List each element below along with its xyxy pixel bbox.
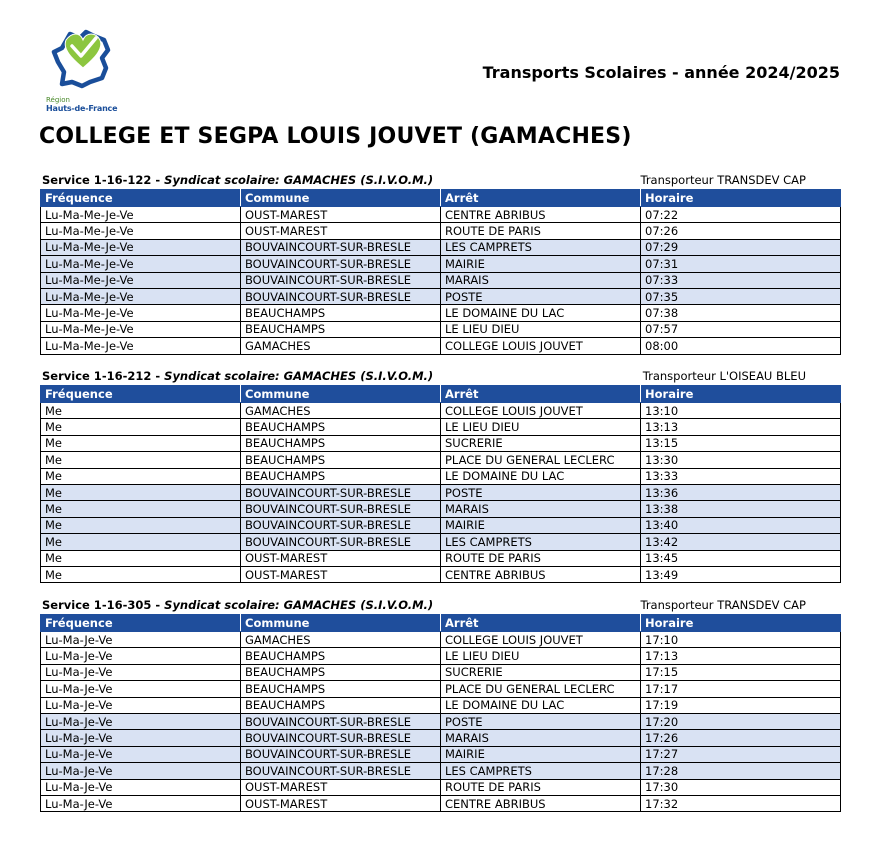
commune-cell: BEAUCHAMPS <box>241 648 441 664</box>
time-cell: 13:15 <box>641 435 841 451</box>
stop-cell: COLLEGE LOUIS JOUVET <box>441 632 641 648</box>
commune-cell: BOUVAINCOURT-SUR-BRESLE <box>241 713 441 729</box>
commune-cell: BEAUCHAMPS <box>241 452 441 468</box>
service-header <box>40 368 840 385</box>
frequency-cell: Lu-Ma-Je-Ve <box>41 795 241 811</box>
stop-cell: PLACE DU GENERAL LECLERC <box>441 681 641 697</box>
frequency-cell: Me <box>41 566 241 582</box>
table-row <box>41 419 841 435</box>
commune-cell: GAMACHES <box>241 403 441 419</box>
frequency-cell: Lu-Ma-Me-Je-Ve <box>41 272 241 288</box>
frequency-cell: Lu-Ma-Je-Ve <box>41 763 241 779</box>
frequency-cell: Me <box>41 468 241 484</box>
schedule-table <box>40 614 841 812</box>
column-header: Fréquence <box>41 386 241 403</box>
service-block <box>40 597 840 812</box>
time-cell: 17:30 <box>641 779 841 795</box>
table-row <box>41 517 841 533</box>
stop-cell: COLLEGE LOUIS JOUVET <box>441 403 641 419</box>
stop-cell: CENTRE ABRIBUS <box>441 566 641 582</box>
stop-cell: POSTE <box>441 713 641 729</box>
table-row <box>41 435 841 451</box>
commune-cell: OUST-MAREST <box>241 795 441 811</box>
time-cell: 13:36 <box>641 484 841 500</box>
frequency-cell: Me <box>41 403 241 419</box>
time-cell: 07:29 <box>641 239 841 255</box>
stop-cell: COLLEGE LOUIS JOUVET <box>441 338 641 354</box>
service-syndicat: Syndicat scolaire: GAMACHES (S.I.V.O.M.) <box>164 173 434 187</box>
frequency-cell: Lu-Ma-Me-Je-Ve <box>41 305 241 321</box>
column-header: Commune <box>241 386 441 403</box>
table-row <box>41 779 841 795</box>
column-header: Arrêt <box>441 386 641 403</box>
frequency-cell: Lu-Ma-Je-Ve <box>41 730 241 746</box>
commune-cell: OUST-MAREST <box>241 550 441 566</box>
time-cell: 17:13 <box>641 648 841 664</box>
column-header: Commune <box>241 615 441 632</box>
frequency-cell: Lu-Ma-Je-Ve <box>41 664 241 680</box>
frequency-cell: Lu-Ma-Je-Ve <box>41 697 241 713</box>
table-row <box>41 223 841 239</box>
table-row <box>41 288 841 304</box>
service-carrier: Transporteur TRANSDEV CAP <box>640 598 806 612</box>
time-cell: 17:15 <box>641 664 841 680</box>
time-cell: 13:33 <box>641 468 841 484</box>
table-row <box>41 763 841 779</box>
stop-cell: CENTRE ABRIBUS <box>441 207 641 223</box>
commune-cell: BEAUCHAMPS <box>241 664 441 680</box>
stop-cell: LE LIEU DIEU <box>441 321 641 337</box>
column-header: Horaire <box>641 615 841 632</box>
time-cell: 08:00 <box>641 338 841 354</box>
frequency-cell: Me <box>41 419 241 435</box>
service-name <box>42 173 433 187</box>
frequency-cell: Lu-Ma-Me-Je-Ve <box>41 321 241 337</box>
schedule-table <box>40 189 841 355</box>
schedule-table <box>40 385 841 583</box>
commune-cell: BEAUCHAMPS <box>241 305 441 321</box>
stop-cell: LES CAMPRETS <box>441 763 641 779</box>
time-cell: 17:26 <box>641 730 841 746</box>
stop-cell: CENTRE ABRIBUS <box>441 795 641 811</box>
stop-cell: ROUTE DE PARIS <box>441 223 641 239</box>
table-row <box>41 632 841 648</box>
time-cell: 07:57 <box>641 321 841 337</box>
table-row <box>41 321 841 337</box>
region-logo <box>44 28 134 114</box>
time-cell: 13:38 <box>641 501 841 517</box>
frequency-cell: Lu-Ma-Me-Je-Ve <box>41 239 241 255</box>
frequency-cell: Me <box>41 517 241 533</box>
time-cell: 17:32 <box>641 795 841 811</box>
commune-cell: BOUVAINCOURT-SUR-BRESLE <box>241 746 441 762</box>
table-row <box>41 681 841 697</box>
time-cell: 13:42 <box>641 534 841 550</box>
service-block <box>40 172 840 355</box>
table-header-row <box>41 615 841 632</box>
stop-cell: MAIRIE <box>441 746 641 762</box>
frequency-cell: Lu-Ma-Me-Je-Ve <box>41 338 241 354</box>
stop-cell: MARAIS <box>441 501 641 517</box>
stop-cell: LE LIEU DIEU <box>441 419 641 435</box>
service-block <box>40 368 840 583</box>
time-cell: 13:30 <box>641 452 841 468</box>
table-row <box>41 256 841 272</box>
frequency-cell: Me <box>41 501 241 517</box>
commune-cell: BOUVAINCOURT-SUR-BRESLE <box>241 534 441 550</box>
commune-cell: BOUVAINCOURT-SUR-BRESLE <box>241 484 441 500</box>
frequency-cell: Me <box>41 452 241 468</box>
service-name <box>42 369 433 383</box>
service-code: Service 1-16-305 - <box>42 598 165 612</box>
table-row <box>41 550 841 566</box>
commune-cell: OUST-MAREST <box>241 223 441 239</box>
commune-cell: BOUVAINCOURT-SUR-BRESLE <box>241 517 441 533</box>
commune-cell: BOUVAINCOURT-SUR-BRESLE <box>241 763 441 779</box>
column-header: Arrêt <box>441 615 641 632</box>
stop-cell: POSTE <box>441 288 641 304</box>
service-header <box>40 597 840 614</box>
time-cell: 13:13 <box>641 419 841 435</box>
commune-cell: BEAUCHAMPS <box>241 468 441 484</box>
stop-cell: LE LIEU DIEU <box>441 648 641 664</box>
service-code: Service 1-16-212 - <box>42 369 165 383</box>
commune-cell: GAMACHES <box>241 338 441 354</box>
commune-cell: OUST-MAREST <box>241 779 441 795</box>
stop-cell: LES CAMPRETS <box>441 534 641 550</box>
frequency-cell: Lu-Ma-Je-Ve <box>41 746 241 762</box>
table-row <box>41 697 841 713</box>
time-cell: 07:38 <box>641 305 841 321</box>
commune-cell: BEAUCHAMPS <box>241 435 441 451</box>
stop-cell: POSTE <box>441 484 641 500</box>
table-row <box>41 272 841 288</box>
table-row <box>41 338 841 354</box>
stop-cell: LE DOMAINE DU LAC <box>441 305 641 321</box>
commune-cell: BOUVAINCOURT-SUR-BRESLE <box>241 501 441 517</box>
commune-cell: GAMACHES <box>241 632 441 648</box>
france-map-icon <box>50 28 116 90</box>
frequency-cell: Lu-Ma-Je-Ve <box>41 648 241 664</box>
stop-cell: MARAIS <box>441 730 641 746</box>
table-row <box>41 648 841 664</box>
commune-cell: BOUVAINCOURT-SUR-BRESLE <box>241 256 441 272</box>
service-carrier: Transporteur TRANSDEV CAP <box>640 173 806 187</box>
commune-cell: BOUVAINCOURT-SUR-BRESLE <box>241 272 441 288</box>
column-header: Fréquence <box>41 615 241 632</box>
time-cell: 13:10 <box>641 403 841 419</box>
service-code: Service 1-16-122 - <box>42 173 165 187</box>
service-syndicat: Syndicat scolaire: GAMACHES (S.I.V.O.M.) <box>164 369 434 383</box>
commune-cell: BEAUCHAMPS <box>241 419 441 435</box>
commune-cell: BEAUCHAMPS <box>241 681 441 697</box>
frequency-cell: Lu-Ma-Me-Je-Ve <box>41 288 241 304</box>
service-syndicat: Syndicat scolaire: GAMACHES (S.I.V.O.M.) <box>164 598 434 612</box>
column-header: Arrêt <box>441 190 641 207</box>
document-title: Transports Scolaires - année 2024/2025 <box>482 63 840 82</box>
frequency-cell: Me <box>41 435 241 451</box>
stop-cell: LE DOMAINE DU LAC <box>441 468 641 484</box>
time-cell: 17:27 <box>641 746 841 762</box>
frequency-cell: Lu-Ma-Me-Je-Ve <box>41 223 241 239</box>
service-header <box>40 172 840 189</box>
table-row <box>41 468 841 484</box>
column-header: Commune <box>241 190 441 207</box>
stop-cell: SUCRERIE <box>441 664 641 680</box>
stop-cell: LES CAMPRETS <box>441 239 641 255</box>
column-header: Horaire <box>641 190 841 207</box>
commune-cell: BEAUCHAMPS <box>241 697 441 713</box>
frequency-cell: Lu-Ma-Je-Ve <box>41 632 241 648</box>
stop-cell: SUCRERIE <box>441 435 641 451</box>
stop-cell: ROUTE DE PARIS <box>441 779 641 795</box>
stop-cell: MAIRIE <box>441 517 641 533</box>
frequency-cell: Lu-Ma-Je-Ve <box>41 681 241 697</box>
time-cell: 17:10 <box>641 632 841 648</box>
table-row <box>41 566 841 582</box>
commune-cell: OUST-MAREST <box>241 207 441 223</box>
logo-brand-name: Hauts-de-France <box>46 104 118 113</box>
time-cell: 17:20 <box>641 713 841 729</box>
commune-cell: BEAUCHAMPS <box>241 321 441 337</box>
time-cell: 07:26 <box>641 223 841 239</box>
table-row <box>41 713 841 729</box>
time-cell: 17:17 <box>641 681 841 697</box>
column-header: Horaire <box>641 386 841 403</box>
stop-cell: LE DOMAINE DU LAC <box>441 697 641 713</box>
table-row <box>41 452 841 468</box>
table-header-row <box>41 190 841 207</box>
service-carrier: Transporteur L'OISEAU BLEU <box>642 369 806 383</box>
table-row <box>41 484 841 500</box>
table-row <box>41 501 841 517</box>
commune-cell: BOUVAINCOURT-SUR-BRESLE <box>241 288 441 304</box>
time-cell: 13:49 <box>641 566 841 582</box>
time-cell: 07:31 <box>641 256 841 272</box>
table-row <box>41 305 841 321</box>
frequency-cell: Lu-Ma-Je-Ve <box>41 779 241 795</box>
table-row <box>41 664 841 680</box>
table-row <box>41 795 841 811</box>
time-cell: 07:35 <box>641 288 841 304</box>
frequency-cell: Me <box>41 484 241 500</box>
stop-cell: MAIRIE <box>441 256 641 272</box>
time-cell: 17:28 <box>641 763 841 779</box>
table-row <box>41 207 841 223</box>
time-cell: 13:40 <box>641 517 841 533</box>
table-row <box>41 239 841 255</box>
commune-cell: BOUVAINCOURT-SUR-BRESLE <box>241 239 441 255</box>
table-row <box>41 403 841 419</box>
stop-cell: MARAIS <box>441 272 641 288</box>
column-header: Fréquence <box>41 190 241 207</box>
frequency-cell: Lu-Ma-Me-Je-Ve <box>41 256 241 272</box>
time-cell: 17:19 <box>641 697 841 713</box>
frequency-cell: Me <box>41 550 241 566</box>
time-cell: 07:22 <box>641 207 841 223</box>
table-row <box>41 730 841 746</box>
stop-cell: PLACE DU GENERAL LECLERC <box>441 452 641 468</box>
school-title: COLLEGE ET SEGPA LOUIS JOUVET (GAMACHES) <box>39 124 632 149</box>
frequency-cell: Lu-Ma-Me-Je-Ve <box>41 207 241 223</box>
frequency-cell: Lu-Ma-Je-Ve <box>41 713 241 729</box>
table-row <box>41 746 841 762</box>
commune-cell: BOUVAINCOURT-SUR-BRESLE <box>241 730 441 746</box>
time-cell: 13:45 <box>641 550 841 566</box>
table-header-row <box>41 386 841 403</box>
stop-cell: ROUTE DE PARIS <box>441 550 641 566</box>
frequency-cell: Me <box>41 534 241 550</box>
time-cell: 07:33 <box>641 272 841 288</box>
service-name <box>42 598 433 612</box>
logo-region-label: Région <box>46 96 70 104</box>
table-row <box>41 534 841 550</box>
commune-cell: OUST-MAREST <box>241 566 441 582</box>
